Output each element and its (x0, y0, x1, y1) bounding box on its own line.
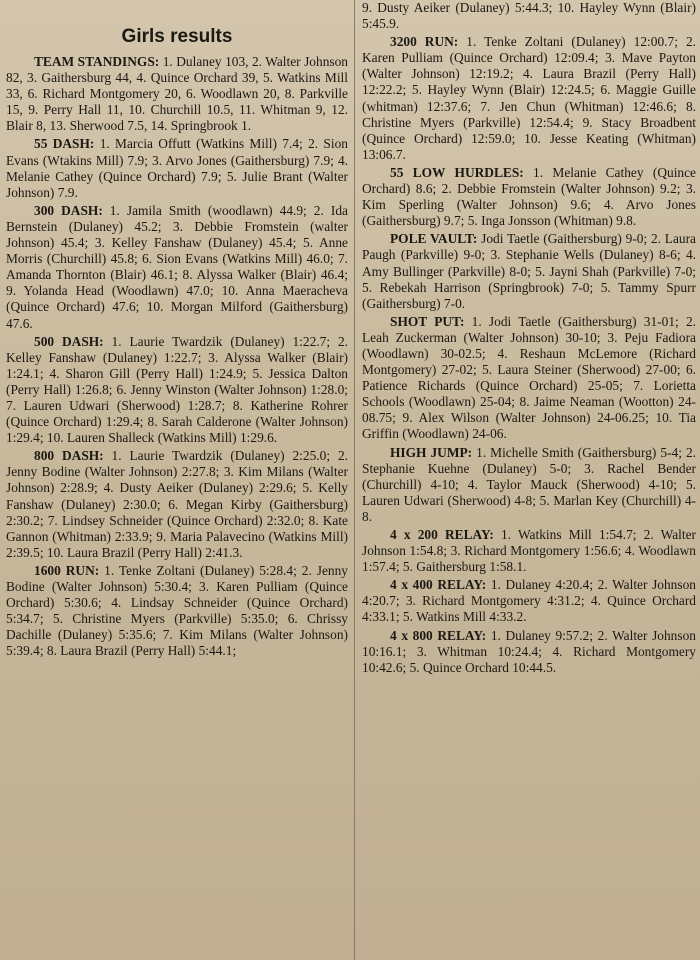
result-entry-1600-run (6, 563, 348, 660)
event-label: 500 DASH: (34, 333, 104, 349)
result-entry-55-low-hurdles (362, 165, 696, 229)
right-column (358, 0, 696, 678)
event-results: 1. Tenke Zoltani (Dulaney) 5:28.4; 2. Jenny Bodine (Walter Johnson) 5:30.4; 3. Karen Pulliam (Quince Orchard) 5:30.6; 4. Lindsay Schneider (Quince Orchard) 5:34.7; 5. Christine Myers (Parkville) 5:35.0; 6. Chrissy Dachille (Dulaney) 5:35.6; 7. Kim Milans (Walter Johnson) 5:39.4; 8. Laura Brazil (Perry Hall) 5:44.1; (6, 562, 348, 659)
event-results: 1. Melanie Cathey (Quince Orchard) 8.6; 2. Debbie Fromstein (Walter Johnson) 9.2; 3. Kim Sperling (Walter Johnson) 9.6; 4. Arvo Jones (Gaithersburg) 9.7; 5. Inga Jonsson (Whitman) 9.8. (362, 164, 696, 229)
event-results: 1. Dulaney 9:57.2; 2. Walter Johnson 10:16.1; 3. Whitman 10:24.4; 4. Richard Montgomery 10:42.6; 5. Quince Orchard 10:44.5. (362, 627, 696, 675)
result-entry-high-jump (362, 445, 696, 525)
event-label: 4 x 400 RELAY: (390, 577, 487, 593)
result-entry-4x800-relay (362, 628, 696, 676)
event-results: 1. Dulaney 103, 2. Walter Johnson 82, 3. Gaithersburg 44, 4. Quince Orchard 39, 5. Watkins Mill 33, 6. Richard Montgomery 20, 6. Woodlawn 20, 8. Parkville 15, 9. Perry Hall 11, 10. Churchill 10.5, 11. Whitman 9, 12. Blair 8, 13. Sherwood 7.5, 14. Springbrook 1. (6, 54, 348, 134)
event-results: 1. Jodi Taetle (Gaithersburg) 31-01; 2. Leah Zuckerman (Walter Johnson) 30-10; 3. Peju Fadiora (Woodlawn) 30-02.5; 4. Reshaun McLemore (Richard Montgomery) 27-02; 5. Laura Steiner (Sherwood) 27-00; 6. Patience Richards (Quince Orchard) 25-05; 7. Lorietta Schools (Woodlawn) 25-04; 8. Jaime Neaman (Wootton) 24-08.75; 9. Alex Wilson (Walter Johnson) 24-06.25; 10. Tia Griffin (Woodlawn) 24-06. (362, 313, 696, 442)
event-results: 1. Michelle Smith (Gaithersburg) 5-4; 2. Stephanie Kuehne (Dulaney) 5-0; 3. Rachel Bender (Churchill) 4-10; 4. Taylor Mauck (Sherwood) 4-10; 5. Lauren Udwari (Sherwood) 4-8; 5. Marlan Key (Churchill) 4-8. (362, 444, 697, 524)
result-entry-55-dash (6, 136, 348, 200)
event-label: 1600 RUN: (34, 562, 100, 578)
event-label: 4 x 800 RELAY: (390, 627, 487, 643)
column-divider (354, 0, 355, 960)
result-entry-4x200-relay (362, 527, 696, 575)
event-label: 55 DASH: (34, 136, 95, 152)
result-entry-300-dash (6, 203, 348, 332)
event-results: 1. Watkins Mill 1:54.7; 2. Walter Johnson 1:54.8; 3. Richard Montgomery 1:56.6; 4. Woodlawn 1:57.4; 5. Gaithersburg 1:58.1. (362, 527, 696, 575)
event-label: TEAM STANDINGS: (34, 54, 160, 69)
event-label: 55 LOW HURDLES: (390, 164, 524, 180)
event-results: 1. Dulaney 4:20.4; 2. Walter Johnson 4:20.7; 3. Richard Montgomery 4:31.2; 4. Quince Orchard 4:33.1; 5. Watkins Mill 4:33.2. (362, 577, 696, 625)
event-label: 4 x 200 RELAY: (390, 527, 494, 542)
result-entry-3200-run (362, 34, 696, 163)
event-label: SHOT PUT: (390, 313, 465, 329)
event-label: 800 DASH: (34, 448, 104, 464)
event-label: 300 DASH: (34, 202, 103, 218)
event-results: 1. Marcia Offutt (Watkins Mill) 7.4; 2. Sion Evans (Wtakins Mill) 7.9; 3. Arvo Jones (Gaithersburg) 7.9; 4. Melanie Cathey (Quince Orchard) 7.9; 5. Julie Brant (Walter Johnson) 7.9. (6, 136, 348, 200)
result-entry-shot-put (362, 314, 696, 443)
result-continuation-1600-run: 9. Dusty Aeiker (Dulaney) 5:44.3; 10. Hayley Wynn (Blair) 5:45.9. (362, 0, 696, 32)
event-results: 1. Laurie Twardzik (Dulaney) 2:25.0; 2. Jenny Bodine (Walter Johnson) 2:27.8; 3. Kim Milans (Walter Johnson) 2:28.9; 4. Dusty Aeiker (Dulaney) 2:29.6; 5. Kelly Fanshaw (Dulaney) 2:30.0; 6. Megan Kirby (Gaithersburg) 2:30.2; 7. Lindsey Schneider (Quince Orchard) 2:32.0; 8. Kate Gannon (Whitman) 2:33.9; 9. Maria Palavecino (Watkins Mill) 2:39.5; 10. Laura Brazil (Perry Hall) 2:41.3. (6, 448, 348, 560)
event-results: 1. Tenke Zoltani (Dulaney) 12:00.7; 2. Karen Pulliam (Quince Orchard) 12:09.4; 3. Mave Payton (Walter Johnson) 12:19.2; 4. Laura Brazil (Perry Hall) 12:22.2; 5. Hayley Wynn (Blair) 12:24.5; 6. Maggie Guille (whitman) 12:37.6; 7. Jen Chun (Whitman) 12:46.6; 8. Christine Myers (Parkville) 12:54.4; 9. Stacy Broadbent (Quince Orchard) 12:59.0; 10. Jesse Keating (Whitman) 13:06.7. (362, 34, 696, 162)
event-label: 3200 RUN: (390, 34, 459, 50)
result-entry-team-standings (6, 54, 348, 134)
event-results: 1. Laurie Twardzik (Dulaney) 1:22.7; 2. Kelley Fanshaw (Dulaney) 1:22.7; 3. Alyssa Walker (Blair) 1:24.1; 4. Sharon Gill (Perry Hall) 1:24.9; 5. Jessica Dalton (Perry Hall) 1:26.8; 6. Jenny Winston (Walter Johnson) 1:28.0; 7. Lauren Udwari (Sherwood) 1:28.7; 8. Katherine Rohrer (Quince Orchard) 1:29.4; 8. Sarah Calderone (Walter Johnson) 1:29.4; 10. Lauren Shalleck (Watkins Mill) 1:29.6. (6, 333, 348, 446)
event-results: 1. Jamila Smith (woodlawn) 44.9; 2. Ida Bernstein (Dulaney) 45.2; 3. Debbie Fromstein (walter Johnson) 45.4; 3. Kelley Fanshaw (Dulaney) 45.4; 5. Anne Morris (Churchill) 45.8; 6. Sion Evans (Watkins Mill) 46.0; 7. Amanda Thornton (Blair) 46.1; 8. Alyssa Walker (Blair) 46.4; 9. Yolanda Head (Woodlawn) 47.0; 10. Anna Maeracheva (Quince Orchard) 47.6; 10. Morgan Milford (Gaithersburg) 47.6. (6, 202, 348, 331)
result-entry-500-dash (6, 334, 348, 447)
event-label: POLE VAULT: (390, 231, 478, 247)
result-entry-800-dash (6, 448, 348, 561)
result-entry-4x400-relay (362, 577, 696, 625)
result-entry-pole-vault (362, 231, 696, 311)
results-heading: Girls results (121, 26, 233, 47)
event-label: HIGH JUMP: (390, 444, 473, 460)
event-results: Jodi Taetle (Gaithersburg) 9-0; 2. Laura Paugh (Parkville) 9-0; 3. Stephanie Wells (Dulaney) 8-6; 4. Amy Bullinger (Parkville) 8-0; 5. Jayni Shah (Parkville) 7-0; 5. Rebekah Harrison (Springbrook) 7-0; 5. Tammy Spurr (Gaithersburg) 7-0. (362, 231, 696, 311)
left-column (6, 0, 354, 661)
